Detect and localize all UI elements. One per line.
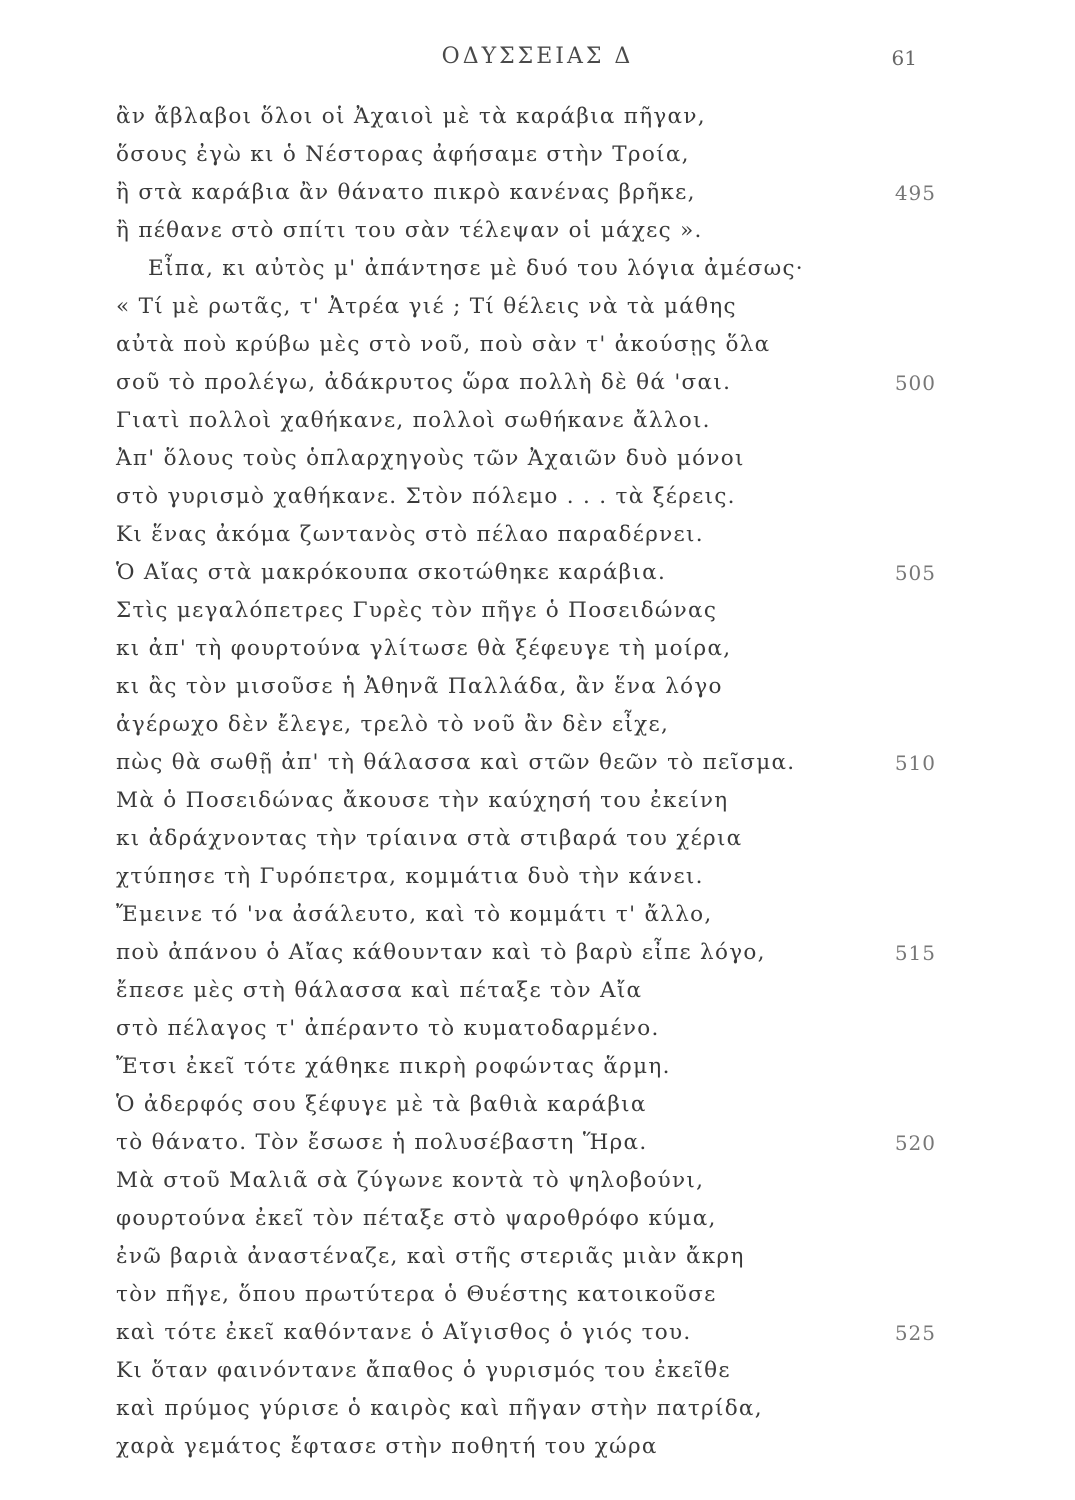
verse-line: [116, 1086, 936, 1124]
verse-text: Ἀπ' ὅλους τοὺς ὁπλαρχηγοὺς τῶν Ἀχαιῶν δυὸ μόνοι: [116, 446, 745, 471]
verse-text: Ἔμεινε τό 'να ἀσάλευτο, καὶ τὸ κομμάτι τ' ἄλλο,: [116, 902, 713, 927]
verse-line: [116, 630, 936, 668]
verse-text: ἢ στὰ καράβια ἂν θάνατο πικρὸ κανένας βρῆκε,: [116, 180, 696, 205]
verse-line: [116, 744, 936, 782]
verse-line: [116, 706, 936, 744]
verse-line: [116, 212, 936, 250]
line-number: 505: [894, 561, 936, 585]
verse-text: Γιατὶ πολλοὶ χαθήκανε, πολλοὶ σωθήκανε ἄλλοι.: [116, 408, 711, 433]
line-number: 515: [894, 941, 936, 965]
verse-text: πὼς θὰ σωθῇ ἀπ' τὴ θάλασσα καὶ στῶν θεῶν τὸ πεῖσμα.: [116, 750, 796, 775]
line-number: 500: [894, 371, 936, 395]
verse-text: Ὁ ἀδερφός σου ξέφυγε μὲ τὰ βαθιὰ καράβια: [116, 1092, 647, 1117]
verse-text: « Τί μὲ ρωτᾶς, τ' Ἀτρέα γιέ ; Τί θέλεις νὰ τὰ μάθης: [116, 294, 737, 319]
line-number: 520: [894, 1131, 936, 1155]
verse-text: χαρὰ γεμάτος ἔφτασε στὴν ποθητή του χώρα: [116, 1434, 658, 1459]
verse-line: [116, 136, 936, 174]
verse-text: ποὺ ἀπάνου ὁ Αἴας κάθουνταν καὶ τὸ βαρὺ εἶπε λόγο,: [116, 940, 766, 965]
verse-line: [116, 402, 936, 440]
verse-line: [116, 1314, 936, 1352]
running-title: ΟΔΥΣΣΕΙΑΣ Δ: [441, 44, 634, 69]
verse-text: Στὶς μεγαλόπετρες Γυρὲς τὸν πῆγε ὁ Ποσειδώνας: [116, 598, 718, 623]
verse-line: [116, 1010, 936, 1048]
verse-text: Ὁ Αἴας στὰ μακρόκουπα σκοτώθηκε καράβια.: [116, 560, 667, 585]
verse-text: Μὰ στοῦ Μαλιᾶ σὰ ζύγωνε κοντὰ τὸ ψηλοβούνι,: [116, 1168, 705, 1193]
verse-line: [116, 516, 936, 554]
verse-line: [116, 250, 936, 288]
verse-text: καὶ πρύμος γύρισε ὁ καιρὸς καὶ πῆγαν στὴν πατρίδα,: [116, 1396, 763, 1421]
verse-text: χτύπησε τὴ Γυρόπετρα, κομμάτια δυὸ τὴν κάνει.: [116, 864, 704, 889]
verse-text: αὐτὰ ποὺ κρύβω μὲς στὸ νοῦ, ποὺ σὰν τ' ἀκούσῃς ὅλα: [116, 332, 771, 357]
verse-line: [116, 326, 936, 364]
verse-line: [116, 1276, 936, 1314]
verse-text: ἢ πέθανε στὸ σπίτι του σὰν τέλεψαν οἱ μάχες ».: [116, 218, 703, 243]
verse-text: κι ἀδράχνοντας τὴν τρίαινα στὰ στιβαρά του χέρια: [116, 826, 743, 851]
verse-line: [116, 440, 936, 478]
verse-line: [116, 896, 936, 934]
verse-text: στὸ πέλαγος τ' ἀπέραντο τὸ κυματοδαρμένο.: [116, 1016, 660, 1041]
verse-block: [116, 98, 936, 1466]
verse-line: [116, 1048, 936, 1086]
verse-text: κι ἂς τὸν μισοῦσε ἡ Ἀθηνᾶ Παλλάδα, ἂν ἕνα λόγο: [116, 674, 723, 699]
verse-line: [116, 934, 936, 972]
verse-line: [116, 1124, 936, 1162]
line-number: 510: [894, 751, 936, 775]
verse-line: [116, 478, 936, 516]
verse-text: κι ἀπ' τὴ φουρτούνα γλίτωσε θὰ ξέφευγε τὴ μοίρα,: [116, 636, 732, 661]
verse-text: φουρτούνα ἐκεῖ τὸν πέταξε στὸ ψαροθρόφο κύμα,: [116, 1206, 717, 1231]
verse-line: [116, 1428, 936, 1466]
verse-text: Κι ἕνας ἀκόμα ζωντανὸς στὸ πέλαο παραδέρνει.: [116, 522, 704, 547]
line-number: 495: [894, 181, 936, 205]
verse-text: τὸν πῆγε, ὅπου πρωτύτερα ὁ Θυέστης κατοικοῦσε: [116, 1282, 717, 1307]
verse-line: [116, 1390, 936, 1428]
verse-line: [116, 98, 936, 136]
verse-line: [116, 288, 936, 326]
verse-line: [116, 554, 936, 592]
verse-line: [116, 972, 936, 1010]
verse-line: [116, 174, 936, 212]
verse-line: [116, 820, 936, 858]
verse-text: Ἔτσι ἐκεῖ τότε χάθηκε πικρὴ ροφώντας ἅρμη.: [116, 1054, 671, 1079]
verse-line: [116, 858, 936, 896]
verse-text: ἀγέρωχο δὲν ἔλεγε, τρελὸ τὸ νοῦ ἂν δὲν εἶχε,: [116, 712, 670, 737]
verse-line: [116, 1352, 936, 1390]
verse-line: [116, 1200, 936, 1238]
verse-line: [116, 782, 936, 820]
verse-text: τὸ θάνατο. Τὸν ἔσωσε ἡ πολυσέβαστη Ἥρα.: [116, 1130, 648, 1155]
verse-text: ὅσους ἐγὼ κι ὁ Νέστορας ἀφήσαμε στὴν Τροία,: [116, 142, 690, 167]
verse-line: [116, 364, 936, 402]
verse-text: καὶ τότε ἐκεῖ καθόντανε ὁ Αἴγισθος ὁ γιός του.: [116, 1320, 692, 1345]
verse-text: ἔπεσε μὲς στὴ θάλασσα καὶ πέταξε τὸν Αἴα: [116, 978, 643, 1003]
page-number: 61: [891, 46, 917, 70]
verse-text: Κι ὅταν φαινόντανε ἄπαθος ὁ γυρισμός του ἐκεῖθε: [116, 1358, 731, 1383]
verse-text: Εἶπα, κι αὐτὸς μ' ἀπάντησε μὲ δυό του λόγια ἀμέσως·: [148, 256, 804, 281]
verse-line: [116, 668, 936, 706]
verse-text: σοῦ τὸ προλέγω, ἀδάκρυτος ὥρα πολλὴ δὲ θά 'σαι.: [116, 370, 732, 395]
verse-text: Μὰ ὁ Ποσειδώνας ἄκουσε τὴν καύχησή του ἐκείνη: [116, 788, 729, 813]
verse-line: [116, 592, 936, 630]
line-number: 525: [894, 1321, 936, 1345]
verse-text: στὸ γυρισμὸ χαθήκανε. Στὸν πόλεμο . . . τὰ ξέρεις.: [116, 484, 736, 509]
verse-text: ἐνῶ βαριὰ ἀναστέναζε, καὶ στῆς στεριᾶς μιὰν ἄκρη: [116, 1244, 745, 1269]
running-head: [0, 40, 1075, 80]
verse-text: ἂν ἄβλαβοι ὅλοι οἱ Ἀχαιοὶ μὲ τὰ καράβια πῆγαν,: [116, 104, 706, 129]
verse-line: [116, 1162, 936, 1200]
verse-line: [116, 1238, 936, 1276]
